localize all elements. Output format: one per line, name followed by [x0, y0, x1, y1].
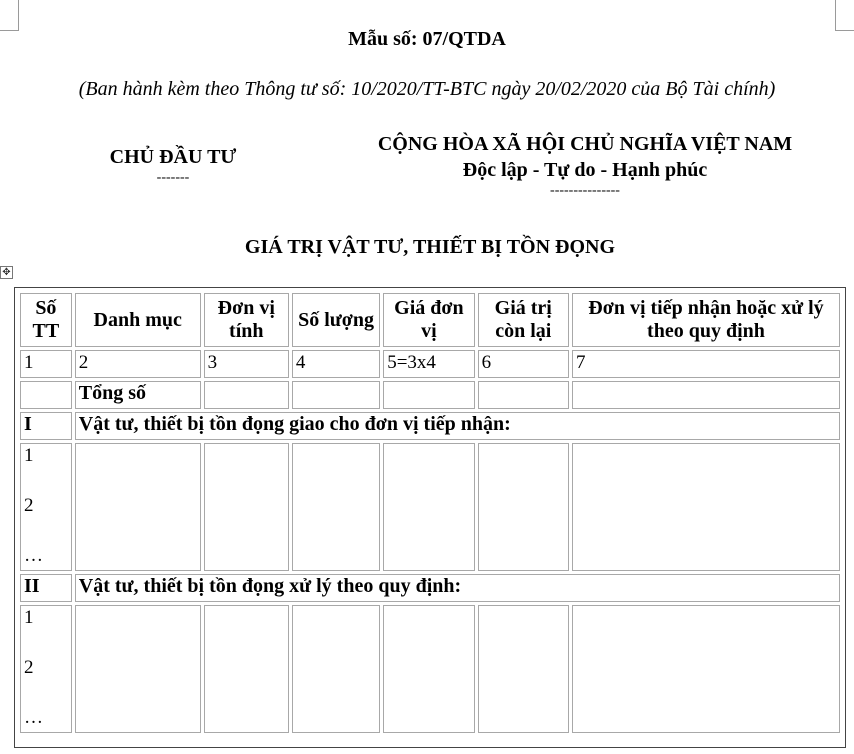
- header-cell: Số TT: [20, 293, 72, 347]
- investor-header: [88, 144, 258, 186]
- table-cell[interactable]: [75, 605, 201, 733]
- document-title: GIÁ TRỊ VẬT TƯ, THIẾT BỊ TỒN ĐỌNG: [244, 236, 616, 258]
- section-row-i: [20, 412, 840, 440]
- item-number: 1: [24, 445, 34, 466]
- investor-title: CHỦ ĐẦU TƯ: [109, 146, 237, 168]
- page-corner-mark-right: [835, 0, 854, 31]
- table-cell[interactable]: [572, 605, 840, 733]
- table-cell[interactable]: [292, 605, 380, 733]
- motto-underline: ---------------: [550, 183, 620, 198]
- item-number: 2: [24, 657, 34, 678]
- header-cell: Giá đơn vị: [383, 293, 474, 347]
- column-number-row: [20, 350, 840, 378]
- motto-block: [340, 157, 830, 199]
- table-cell[interactable]: [204, 443, 289, 571]
- item-number: …: [24, 707, 43, 728]
- section-items-row: [20, 443, 840, 571]
- nation-header: CỘNG HÒA XÃ HỘI CHỦ NGHĨA VIỆT NAM: [377, 133, 793, 155]
- table-frame: [14, 287, 846, 748]
- table-cell[interactable]: [204, 605, 289, 733]
- page-corner-mark-left: [0, 0, 19, 31]
- column-number-cell[interactable]: 7: [572, 350, 840, 378]
- header-cell: Danh mục: [75, 293, 201, 347]
- table-cell[interactable]: [292, 443, 380, 571]
- motto-text: Độc lập - Tự do - Hạnh phúc: [462, 159, 708, 181]
- table-cell[interactable]: [478, 381, 569, 409]
- inventory-table: [17, 290, 843, 736]
- column-number-cell[interactable]: 6: [478, 350, 569, 378]
- table-cell[interactable]: [572, 443, 840, 571]
- header-cell: Số lượng: [292, 293, 380, 347]
- item-number: 1: [24, 607, 34, 628]
- investor-underline: -------: [156, 170, 190, 185]
- table-cell[interactable]: [383, 605, 474, 733]
- column-number-cell[interactable]: 5=3x4: [383, 350, 474, 378]
- section-row-ii: [20, 574, 840, 602]
- table-cell[interactable]: [478, 605, 569, 733]
- total-label[interactable]: Tổng số: [75, 381, 201, 409]
- item-number-list[interactable]: [20, 605, 72, 733]
- table-cell[interactable]: [572, 381, 840, 409]
- table-cell[interactable]: [478, 443, 569, 571]
- issued-with-note: (Ban hành kèm theo Thông tư số: 10/2020/TT-BTC ngày 20/02/2020 của Bộ Tài chính): [78, 78, 776, 100]
- table-header-row: [20, 293, 840, 347]
- table-cell[interactable]: [75, 443, 201, 571]
- section-number[interactable]: I: [20, 412, 72, 440]
- total-row: [20, 381, 840, 409]
- item-number: 2: [24, 495, 34, 516]
- section-number[interactable]: II: [20, 574, 72, 602]
- section-items-row: [20, 605, 840, 733]
- header-cell: Giá trị còn lại: [478, 293, 569, 347]
- header-cell: Đơn vị tính: [204, 293, 289, 347]
- table-move-handle-icon[interactable]: ✥: [0, 266, 13, 279]
- table-cell[interactable]: [20, 381, 72, 409]
- column-number-cell[interactable]: 4: [292, 350, 380, 378]
- column-number-cell[interactable]: 2: [75, 350, 201, 378]
- table-cell[interactable]: [383, 443, 474, 571]
- table-cell[interactable]: [383, 381, 474, 409]
- item-number: …: [24, 545, 43, 566]
- header-cell: Đơn vị tiếp nhận hoặc xử lý theo quy định: [572, 293, 840, 347]
- item-number-list[interactable]: [20, 443, 72, 571]
- section-label[interactable]: Vật tư, thiết bị tồn đọng xử lý theo quy định:: [75, 574, 840, 602]
- section-label[interactable]: Vật tư, thiết bị tồn đọng giao cho đơn vị tiếp nhận:: [75, 412, 840, 440]
- column-number-cell[interactable]: 1: [20, 350, 72, 378]
- form-number: Mẫu số: 07/QTDA: [348, 28, 506, 50]
- table-cell[interactable]: [292, 381, 380, 409]
- column-number-cell[interactable]: 3: [204, 350, 289, 378]
- table-cell[interactable]: [204, 381, 289, 409]
